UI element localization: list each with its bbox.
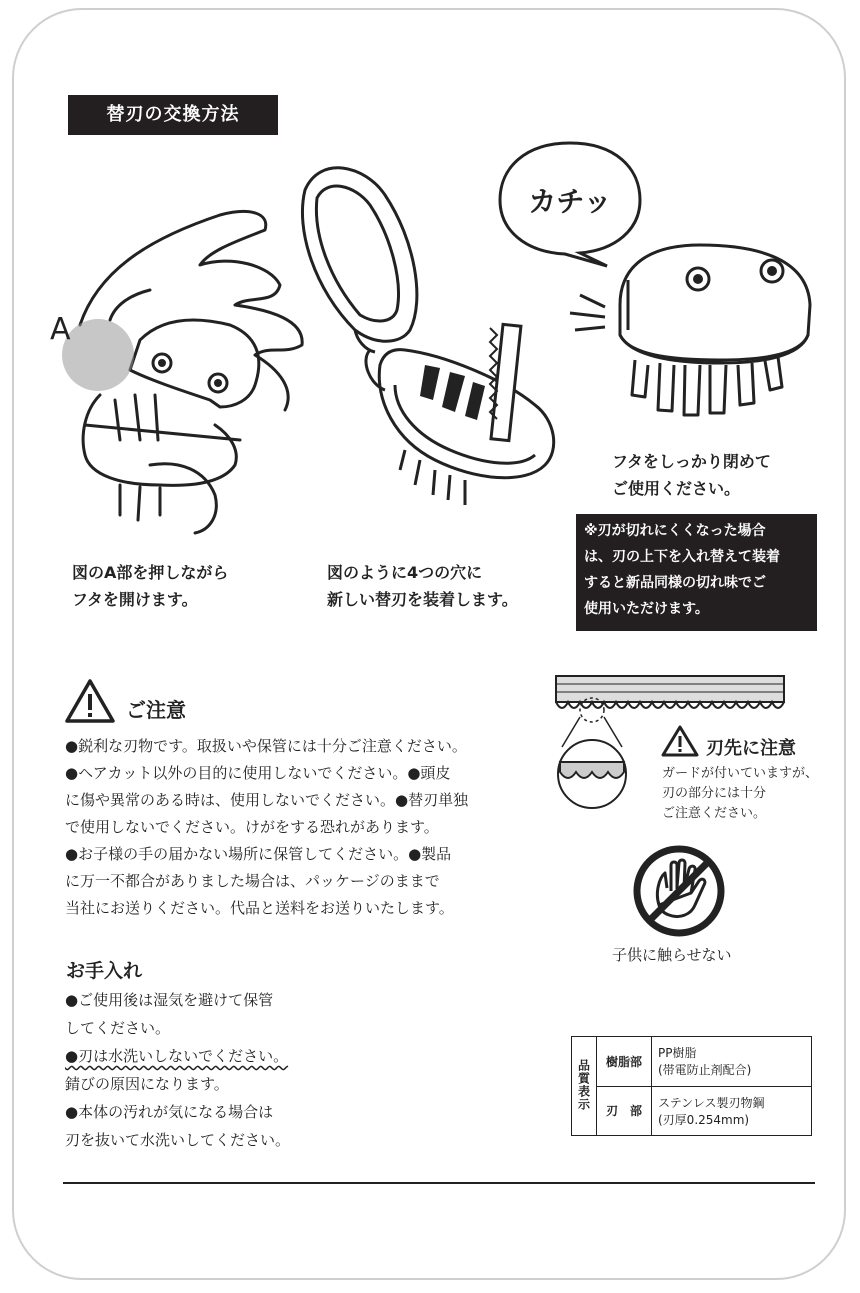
care-title: お手入れ: [66, 960, 143, 982]
quality-part-blade: 刃 部: [597, 1086, 652, 1136]
no-touch-children-icon: [631, 843, 727, 939]
blade-caution-title: 刃先に注意: [706, 738, 796, 759]
warning-triangle-icon: [660, 724, 700, 758]
closed-brush-illustration: [560, 235, 820, 425]
quality-value-blade: ステンレス製刃物鋼 (刃厚0.254mm): [652, 1086, 812, 1136]
quality-part-resin: 樹脂部: [597, 1037, 652, 1087]
step-2-caption: 図のように4つの穴に 新しい替刃を装着します。: [327, 563, 518, 609]
step-1-caption: 図のA部を押しながら フタを開けます。: [72, 563, 229, 609]
section-title: 替刃の交換方法: [68, 95, 278, 135]
warning-triangle-icon: [64, 678, 116, 724]
sound-effect: カチッ: [528, 185, 612, 218]
quality-label-table: [571, 1036, 812, 1136]
caution-body: ●鋭利な刃物です。取扱いや保管には十分ご注意ください。 ●ヘアカット以外の目的に使用しないでください。●頭皮 に傷や異常のある時は、使用しないでください。●替刃単独 で使用しないでください。けがをする恐れがあります。 ●お子様の手の届かない場所に保管してください。●製品 に万一不都合がありました場合は、パッケージのままで 当社にお送りください。代品と送料をお送りいたします。: [65, 737, 469, 917]
quality-header-cell: [572, 1037, 597, 1136]
reverse-blade-note: ※刃が切れにくくなった場合 は、刃の上下を入れ替えて装着 すると新品同様の切れ味でご 使用いただけます。: [576, 514, 817, 631]
quality-value-resin: PP樹脂 (帯電防止剤配合): [652, 1037, 812, 1087]
step-3-caption: フタをしっかり閉めて ご使用ください。: [612, 452, 771, 498]
blade-caution-body: ガードが付いていますが、 刃の部分には十分 ご注意ください。: [662, 766, 819, 821]
highlight-circle: [62, 319, 134, 391]
hand-open-lid-illustration: [40, 195, 320, 540]
label-a: A: [50, 312, 71, 347]
bottom-divider: [63, 1182, 815, 1184]
quality-header: 品質表示: [576, 1058, 591, 1111]
care-body: ●ご使用後は湿気を避けて保管 してください。 ●刃は水洗いしないでください。 錆びの原因になります。 ●本体の汚れが気になる場合は 刃を抜いて水洗いしてください。: [65, 991, 291, 1149]
caution-title: ご注意: [126, 698, 186, 722]
child-warning-label: 子供に触らせない: [612, 946, 732, 964]
